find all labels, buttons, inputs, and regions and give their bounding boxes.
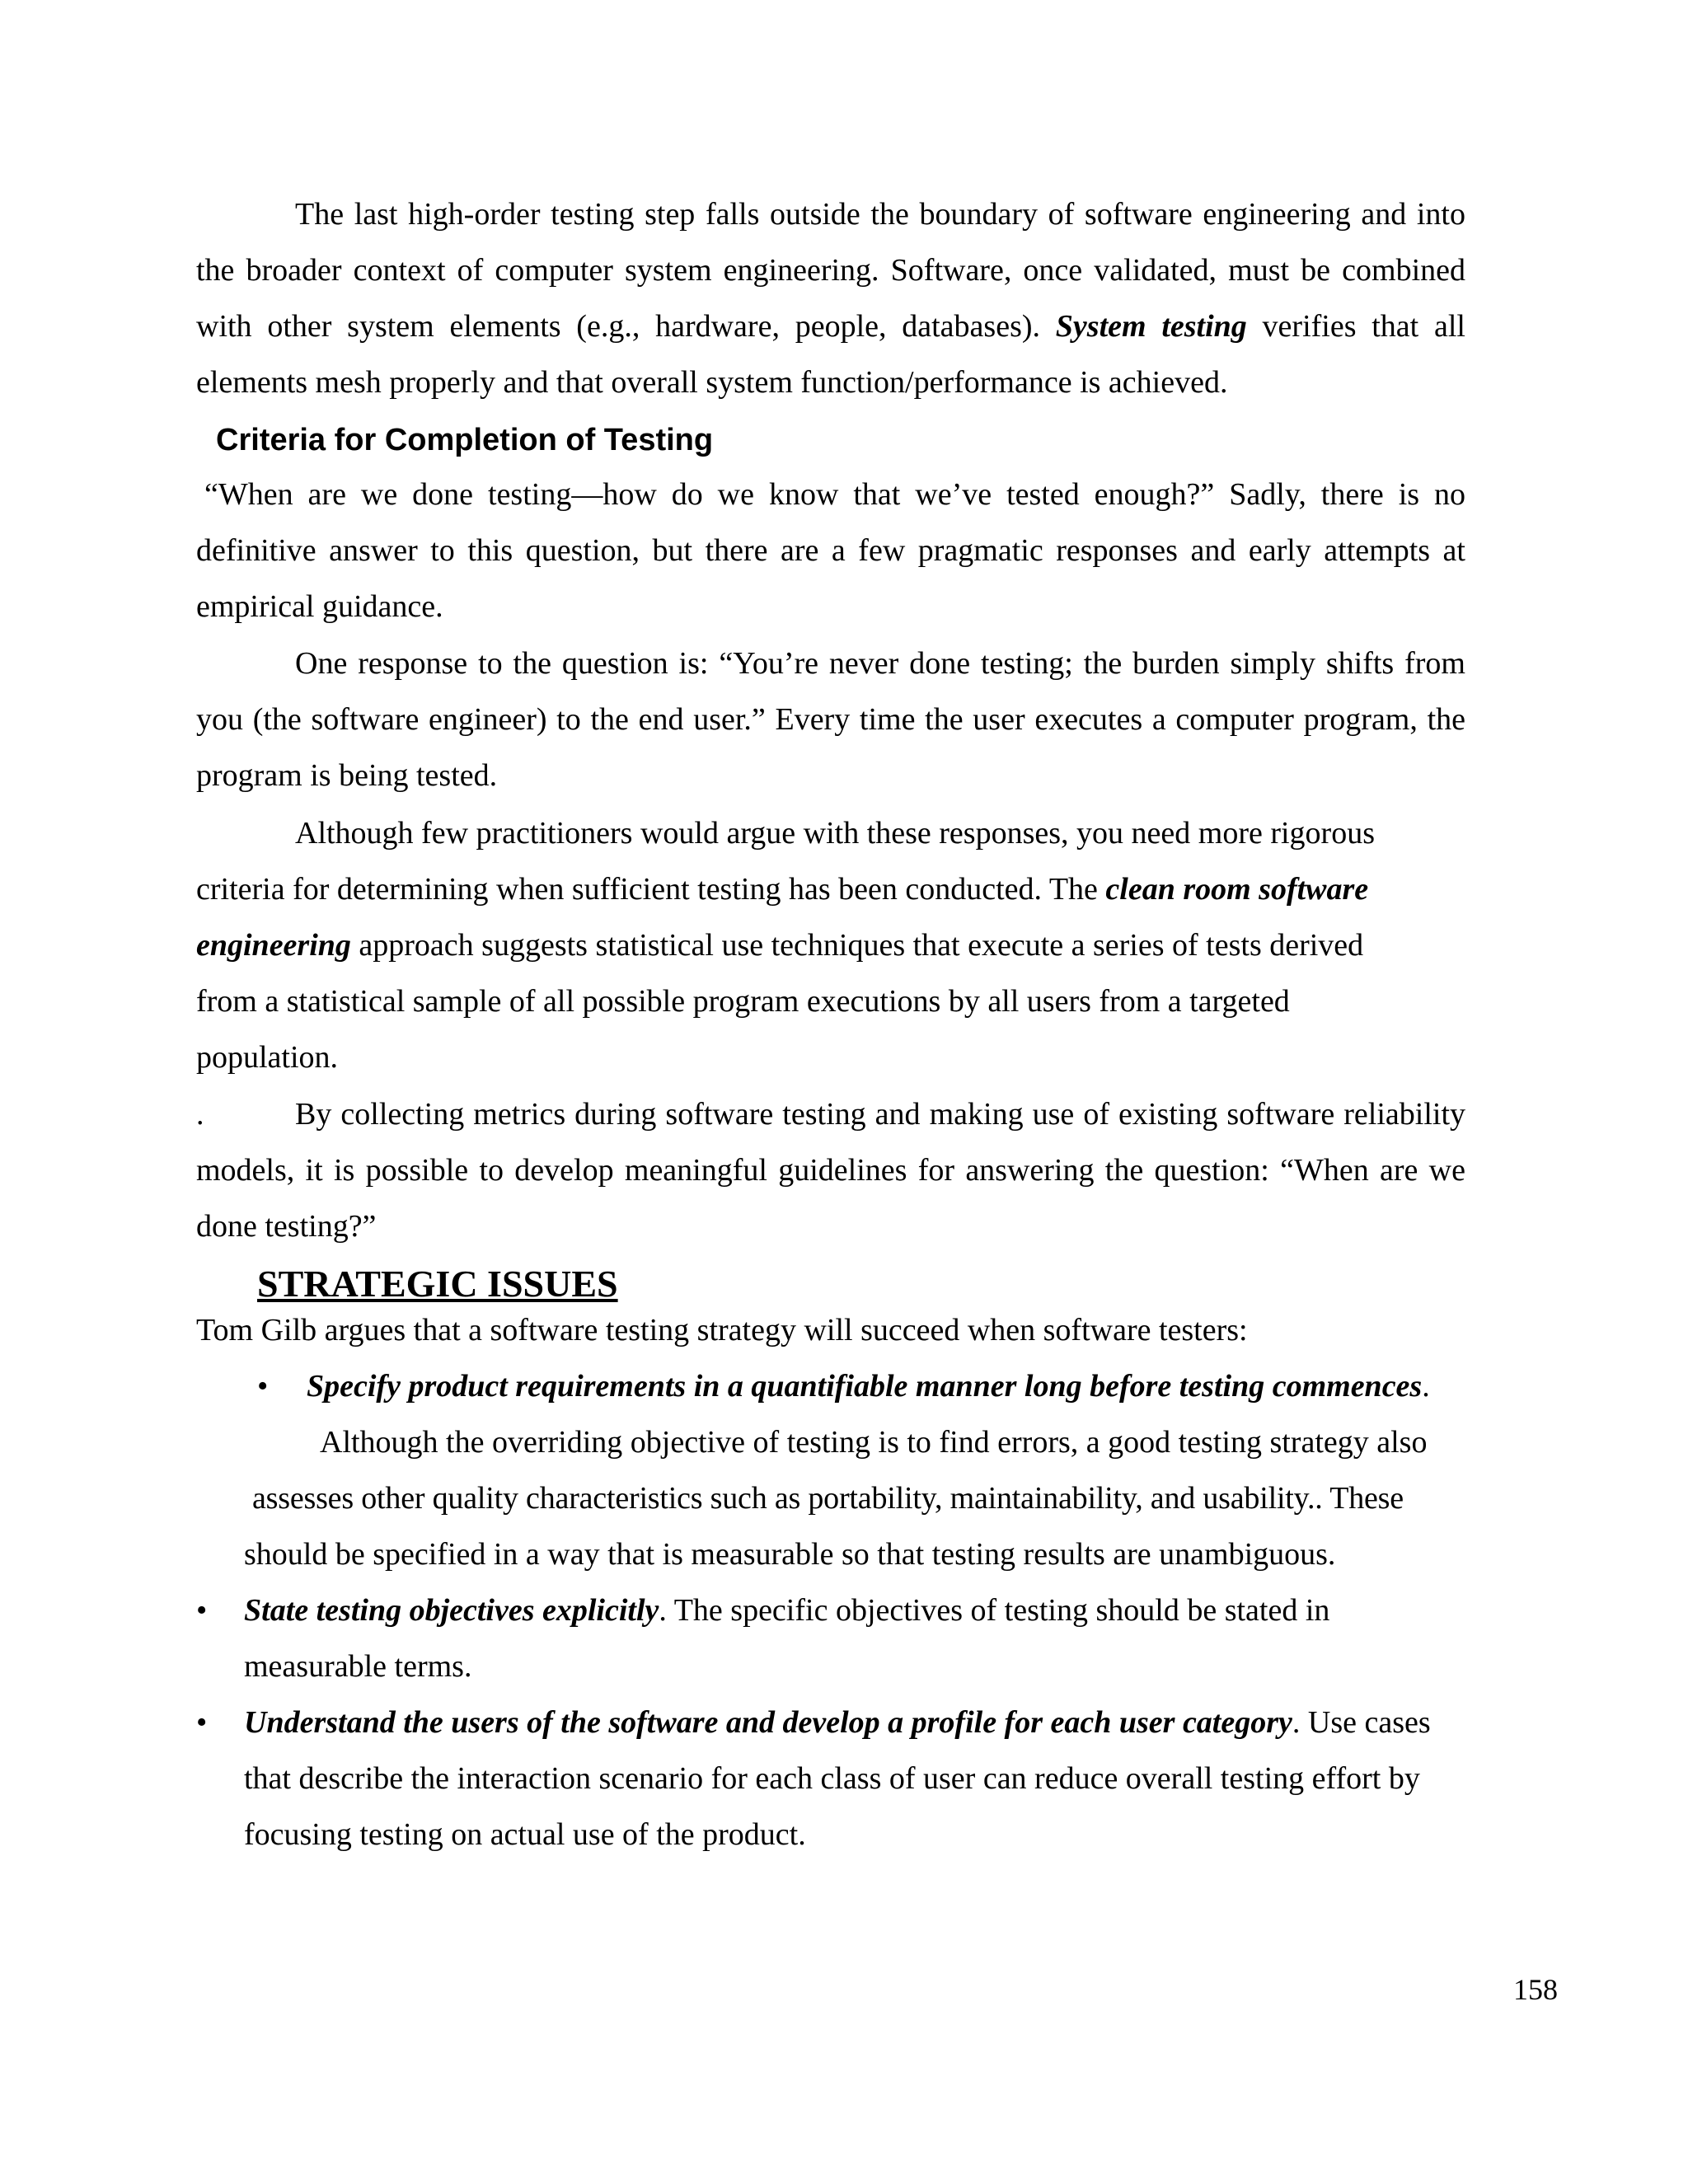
bullet-3-emphasis: Understand the users of the software and develop a profile for each user category [244,1705,1292,1740]
bullet-2-emphasis: State testing objectives explicitly [244,1593,659,1628]
cleanroom-line-3-text: approach suggests statistical use techniques that execute a series of tests derived [350,928,1364,963]
metrics-text: By collecting metrics during software testing and making use of existing software reliability models, it is possible to develop meaningful guidelines for answering the question: “When are we done testing?” [196,1097,1465,1244]
engineering-term: engineering [196,928,351,963]
bullet-1-body-line-2: assesses other quality characteristics such as portability, maintainability, and usability.. These [252,1481,1404,1516]
bullet-symbol-2: • [196,1593,208,1628]
bullet-1-after: . [1422,1369,1430,1404]
bullet-1-title [307,1358,1477,1414]
cleanroom-line-3 [196,917,1465,973]
intro-paragraph [196,186,1465,410]
criteria-heading: Criteria for Completion of Testing [216,423,714,457]
metrics-paragraph [196,1086,1465,1254]
gilb-intro: Tom Gilb argues that a software testing strategy will succeed when software testers: [196,1313,1248,1347]
bullet-symbol-3: • [196,1705,208,1740]
bullet-1-body-line-1: Although the overriding objective of testing is to find errors, a good testing strategy also [320,1425,1428,1460]
cleanroom-line-2 [196,861,1465,917]
cleanroom-line-2-text: criteria for determining when sufficient testing has been conducted. The [196,872,1106,907]
bullet-1-emphasis: Specify product requirements in a quantifiable manner long before testing commences [307,1369,1423,1404]
bullet-1-body-line-3: should be specified in a way that is measurable so that testing results are unambiguous. [244,1537,1336,1572]
intro-text-after: verifies that all elements mesh properly and that overall system function/performance is achieved. [196,309,1465,400]
stray-period: . [196,1097,204,1132]
cleanroom-line-5: population. [196,1040,339,1075]
bullet-1-body [244,1414,1467,1582]
response-paragraph: One response to the question is: “You’re never done testing; the burden simply shifts from you (the software engineer) to the end user.” Every time the user executes a computer program, the program is being tested. [196,646,1465,793]
criteria-paragraph: “When are we done testing—how do we know that we’ve tested enough?” Sadly, there is no definitive answer to this question, but there are a few pragmatic responses and early attempts at empirical guidance. [196,477,1465,624]
bullet-3 [244,1694,1467,1863]
bullet-3-after: . Use cases that describe the interaction scenario for each class of user can reduce overall testing effort by focusing testing on actual use of the product. [244,1705,1431,1852]
clean-room-term: clean room software [1105,872,1369,907]
bullet-symbol-1: • [257,1369,269,1404]
cleanroom-paragraph [196,805,1465,1085]
cleanroom-line-4: from a statistical sample of all possible program executions by all users from a targeted [196,984,1290,1019]
bullet-2 [244,1582,1467,1694]
intro-text-before: The last high-order testing step falls outside the boundary of software engineering and into the broader context of computer system engineering. Software, once validated, must be combined with other system elements (e.g., hardware, people, databases). [196,197,1465,344]
system-testing-term: System testing [1055,309,1247,344]
page-number: 158 [1513,1973,1558,2006]
cleanroom-line-1: Although few practitioners would argue with these responses, you need more rigorous [295,816,1375,851]
strategic-issues-heading: STRATEGIC ISSUES [257,1263,618,1305]
bullet-2-after: . The specific objectives of testing should be stated in measurable terms. [244,1593,1330,1684]
